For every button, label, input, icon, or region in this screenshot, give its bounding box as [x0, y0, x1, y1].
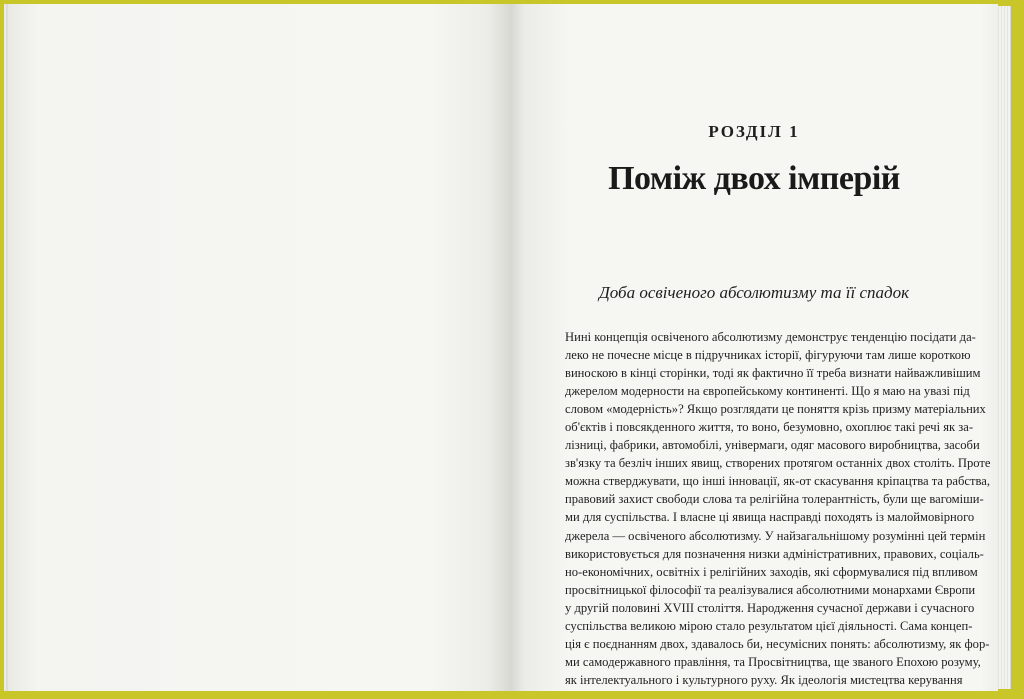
- chapter-label: РОЗДІЛ 1: [708, 122, 800, 141]
- text-line: об'єктів і повсякденного життя, то воно, безумовно, охоплює такі речі як за-: [565, 420, 974, 435]
- text-line: можна стверджувати, що інші інновації, як-от скасування кріпацтва та рабства,: [565, 474, 991, 489]
- text-line: но-економічних, освітніх і релігійних заходів, які сформувалися під впливом: [565, 564, 978, 579]
- section-title: Доба освіченого абсолютизму та її спадок: [598, 283, 910, 302]
- text-line: у другій половині XVIII століття. Народження сучасної держави і сучасного: [565, 600, 975, 615]
- open-book: [8, 4, 1020, 691]
- text-line: правовий захист свободи слова та релігійна толерантність, були ще вагоміши-: [565, 492, 984, 507]
- chapter-title: Поміж двох імперій: [608, 160, 900, 197]
- text-line: ми самодержавного правління, та Просвітництва, ще званого Епохою розуму,: [565, 654, 981, 669]
- body-text: [565, 328, 991, 689]
- text-line: ція є поєднанням двох, здавалось би, несумісних понять: абсолютизму, як фор-: [565, 636, 990, 651]
- text-line: лізниці, фабрики, автомобілі, універмаги, одяг масового виробництва, засоби: [565, 438, 980, 453]
- text-line: ми для суспільства. І власне ці явища насправді походять із малоймовірного: [565, 510, 975, 525]
- text-line: виноскою в кінці сторінки, тоді як фактично її треба визнати найважливішим: [565, 366, 981, 381]
- text-line: джерелом модерности на європейському континенті. Що я маю на увазі під: [565, 384, 970, 399]
- text-line: використовується для позначення низки адміністративних, правових, соціаль-: [565, 546, 984, 561]
- text-line: суспільства великою мірою стало результатом цієї діяльності. Сама концеп-: [565, 618, 973, 633]
- left-page: [8, 4, 510, 691]
- text-line: Нині концепція освіченого абсолютизму демонструє тенденцію посідати да-: [565, 330, 976, 344]
- text-line: зв'язку та безліч інших явищ, створених протягом останніх двох століть. Проте: [565, 456, 991, 471]
- text-line: словом «модерність»? Якщо розглядати це поняття крізь призму матеріальних: [565, 402, 986, 417]
- text-line: як інтелектуального і культурного руху. Як ідеологія мистецтва керування: [565, 672, 963, 687]
- text-line: просвітницької філософії та реалізувалися абсолютними монархами Європи: [565, 582, 976, 597]
- text-line: леко не почесне місце в підручниках історії, фігуруючи там лише короткою: [565, 348, 971, 363]
- text-line: джерела — освіченого абсолютизму. У найзагальнішому розумінні цей термін: [565, 528, 986, 543]
- right-page: [510, 4, 998, 691]
- page-edges: [998, 6, 1011, 689]
